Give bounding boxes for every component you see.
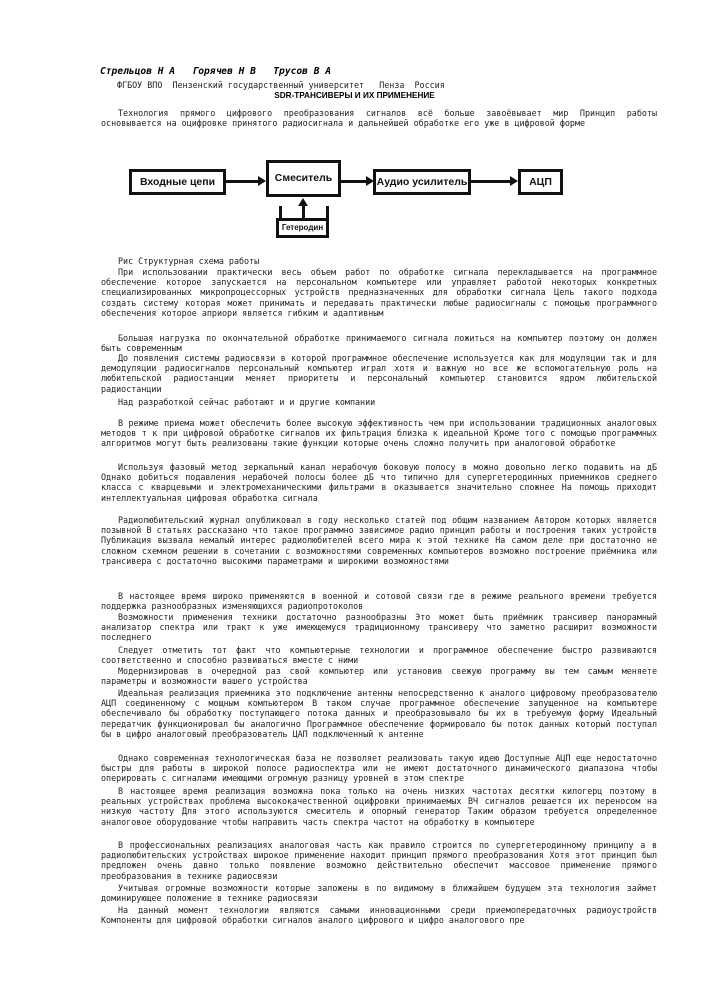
article-title: SDR-ТРАНСИВЕРЫ И ИХ ПРИМЕНЕНИЕ — [274, 91, 435, 100]
body-paragraph: Радиолюбительский журнал опубликовал в году несколько статей под общим названием Автором которых является позывной В статьях рассказано что такое программно зависимое радио принцип работы и построения таких устройств Публикация вызвала немалый интерес радиолюбителей всего мира к этой технике На самом деле при достаточно не сложном схемном решении в сочетании с возможностями современных компьютеров возможно построение приёмника или трансивера с достаточно высокими параметрами и широкими возможностями — [101, 515, 657, 566]
intro-paragraph — [101, 108, 657, 128]
block-adc: АЦП — [518, 169, 563, 195]
body-paragraph: В режиме приема может обеспечить более высокую эффективность чем при использовании традиционных аналоговых методов т к при цифровой обработке сигналов их фильтрация близка к идеальной Кроме того с помощью программных алгоритмов могут быть реализованы такие функции которые очень сложно получить при аналоговой обработке — [101, 418, 657, 449]
arrow-mixer-to-amp — [341, 180, 367, 183]
body-paragraph: Однако современная технологическая база не позволяет реализовать такую идею Доступные АЦП еще недостаточно быстры для работы в широкой полосе радиоспектра или не имеют достаточного динамического диапазона чтобы оперировать с сигналами имеющими огромную разницу уровней в этом спектре — [101, 753, 657, 784]
authors: Стрельцов Н А Горячев Н В Трусов В А — [100, 66, 332, 77]
affiliation: ФГБОУ ВПО Пензенский государственный университет Пенза Россия — [117, 80, 445, 90]
body-paragraph: На данный момент технологии являются самыми инновационными среди приемопередаточных радиоустройств Компоненты для цифровой обработки сигналов аналого цифрового и цифро аналогового пре — [101, 905, 657, 926]
body-paragraph: Модернизировав в очередной раз свой компьютер или установив свежую программу вы тем самым меняете параметры и возможности вашего устройства — [101, 666, 657, 687]
body-paragraph: В настоящее время реализация возможна пока только на очень низких частотах десятки килогерц поэтому в реальных устройствах проблема высококачественной оцифровки принимаемых ВЧ сигналов решается их переносом на низкую частоту Для этого используются смеситель и опорный генератор Таким образом требуется определенное аналоговое оборудование чтобы направить часть спектра частот на обработку в компьютере — [101, 786, 657, 827]
block-audio-amplifier: Аудио усилитель — [373, 169, 471, 195]
block-input-circuits: Входные цепи — [129, 169, 226, 195]
block-mixer: Смеситель — [266, 160, 341, 197]
body-paragraph: В профессиональных реализациях аналоговая часть как правило строится по супергетеродинному принципу а в радиолюбительских устройствах широкое применение находит принцип прямого преобразования Хотя этот принцип был предложен очень давно только появление возможно действительно обеспечит массовое применение прямого преобразования в технике радиосвязи — [101, 840, 657, 881]
body-paragraph: Учитывая огромные возможности которые заложены в по видимому в ближайшем будущем эта технология займет доминирующее положение в технике радиосвязи — [101, 883, 657, 904]
structure-diagram — [127, 160, 572, 238]
body-paragraph: В настоящее время широко применяются в военной и сотовой связи где в режиме реального времени требуется поддержка разнообразных изменяющихся радиопротоколов — [101, 591, 657, 612]
intro-text: Технология прямого цифрового преобразования сигналов всё больше завоёвывает мир Принцип работы основывается на оцифровке принятого радиосигнала и дальнейшей обработке его уже в цифровой форме — [101, 108, 657, 129]
body-paragraph: При использовании практически весь объем работ по обработке сигнала перекладывается на программное обеспечение которое запускается на персональном компьютере или управляет работой некоторых конкретных специализированных микропроцессорных устройств предназначенных для обработки сигнала Цель такого подхода создать систему которая может принимать и передавать практически любые радиосигналы с помощью программного обеспечения которое априори является гибким и адаптивным — [101, 267, 657, 318]
body-paragraph: Над разработкой сейчас работают и и другие компании — [118, 397, 376, 407]
body-paragraph: Идеальная реализация приемника это подключение антенны непосредственно к аналого цифровому преобразователю АЦП соединенному с мощным компьютером В таком случае программное обеспечение запущенное на компьютере обеспечивало бы обработку поступающего потока данных и преобразовывало бы их в требуемую форму Идеальный передатчик функционировал бы аналогично Программное обеспечение формировало бы поток данных который поступал бы в цифро аналоговый преобразователь ЦАП подключенный к антенне — [101, 688, 657, 739]
body-paragraph: Возможности применения техники достаточно разнообразны Это может быть приёмник трансивер панорамный анализатор спектра или тракт к уже имеющемуся традиционному трансиверу что заметно расширит возможности последнего — [101, 612, 657, 643]
figure-caption: Рис Структурная схема работы — [118, 256, 260, 266]
body-paragraph: До появления системы радиосвязи в которой программное обеспечение используется как для модуляции так и для демодуляции радиосигналов персональный компьютер играл хотя и важную но все же вспомогательную роль на любительской радиостанции меняет приоритеты и персональный компьютер становится ядром любительской радиостанции — [101, 353, 657, 394]
body-paragraph: Следует отметить тот факт что компьютерные технологии и программное обеспечение быстро развиваются соответственно и способно развиваться вместе с ними — [101, 645, 657, 666]
arrow-amp-to-adc — [471, 180, 511, 183]
arrow-heterodyne-to-mixer — [302, 206, 305, 218]
arrow-input-to-mixer — [226, 180, 259, 183]
body-paragraph: Используя фазовый метод зеркальный канал нерабочую боковую полосу в можно довольно легко подавить на дБ Однако добиться подавления нерабочей полосы более дБ что типично для супергетеродинных приемников среднего класса с кварцевыми и электромеханическими фильтрами в оказывается значительно сложнее На помощь приходит интеллектуальная цифровая обработка сигнала — [101, 462, 657, 503]
block-heterodyne: Гетеродин — [276, 218, 329, 238]
body-paragraph: Большая нагрузка по окончательной обработке принимаемого сигнала ложиться на компьютер поэтому он должен быть современным — [101, 333, 657, 354]
